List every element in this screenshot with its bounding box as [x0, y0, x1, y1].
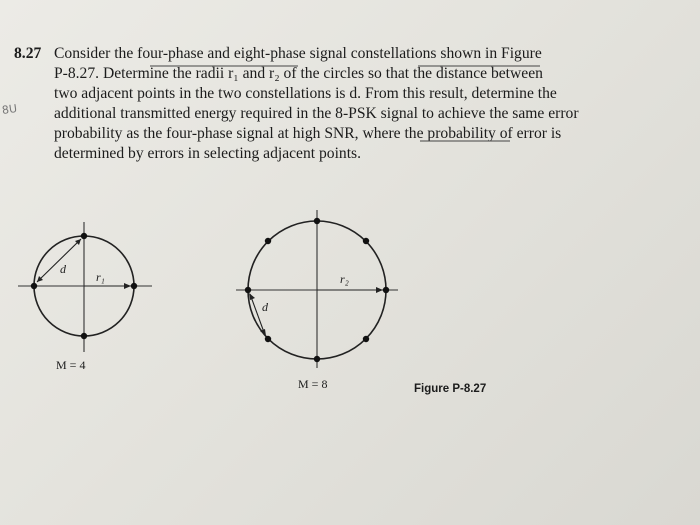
signal-point — [265, 336, 271, 342]
arrow-head — [376, 287, 383, 293]
distance-line-m4 — [37, 239, 81, 282]
arrow-head — [124, 283, 131, 289]
radius-label-m8: r₂ — [340, 272, 349, 286]
m4-label: M = 4 — [56, 358, 86, 372]
margin-annotation: 8U — [1, 102, 18, 117]
signal-point — [363, 336, 369, 342]
distance-label-m8: d — [262, 300, 268, 314]
figure-caption: Figure P-8.27 — [414, 383, 487, 395]
problem-line-3: two adjacent points in the two constellations is d. From this result, determine the — [54, 85, 557, 102]
signal-point — [383, 287, 389, 293]
signal-point — [314, 218, 320, 224]
problem-line-2: P-8.27. Determine the radii r₁ and r₂ of the circles so that the distance between — [54, 65, 543, 82]
signal-point — [131, 283, 137, 289]
signal-point — [265, 238, 271, 244]
arrow-head — [249, 293, 255, 300]
signal-point — [245, 287, 251, 293]
constellation-m4 — [18, 222, 152, 352]
problem-line-4: additional transmitted energy required in the 8-PSK signal to achieve the same error — [54, 105, 579, 122]
distance-label-m4: d — [60, 262, 66, 276]
problem-number: 8.27 — [14, 45, 42, 62]
radius-label-m4: r₁ — [96, 270, 105, 284]
signal-point — [81, 233, 87, 239]
signal-point — [314, 356, 320, 362]
signal-point — [363, 238, 369, 244]
problem-line-1: Consider the four-phase and eight-phase signal constellations shown in Figure — [54, 45, 542, 62]
signal-point — [31, 283, 37, 289]
signal-point — [81, 333, 87, 339]
m8-label: M = 8 — [298, 377, 328, 391]
constellation-m8 — [236, 210, 398, 368]
problem-line-5: probability as the four-phase signal at high SNR, where the probability of error is — [54, 125, 562, 142]
problem-line-6: determined by errors in selecting adjacent points. — [54, 145, 362, 162]
